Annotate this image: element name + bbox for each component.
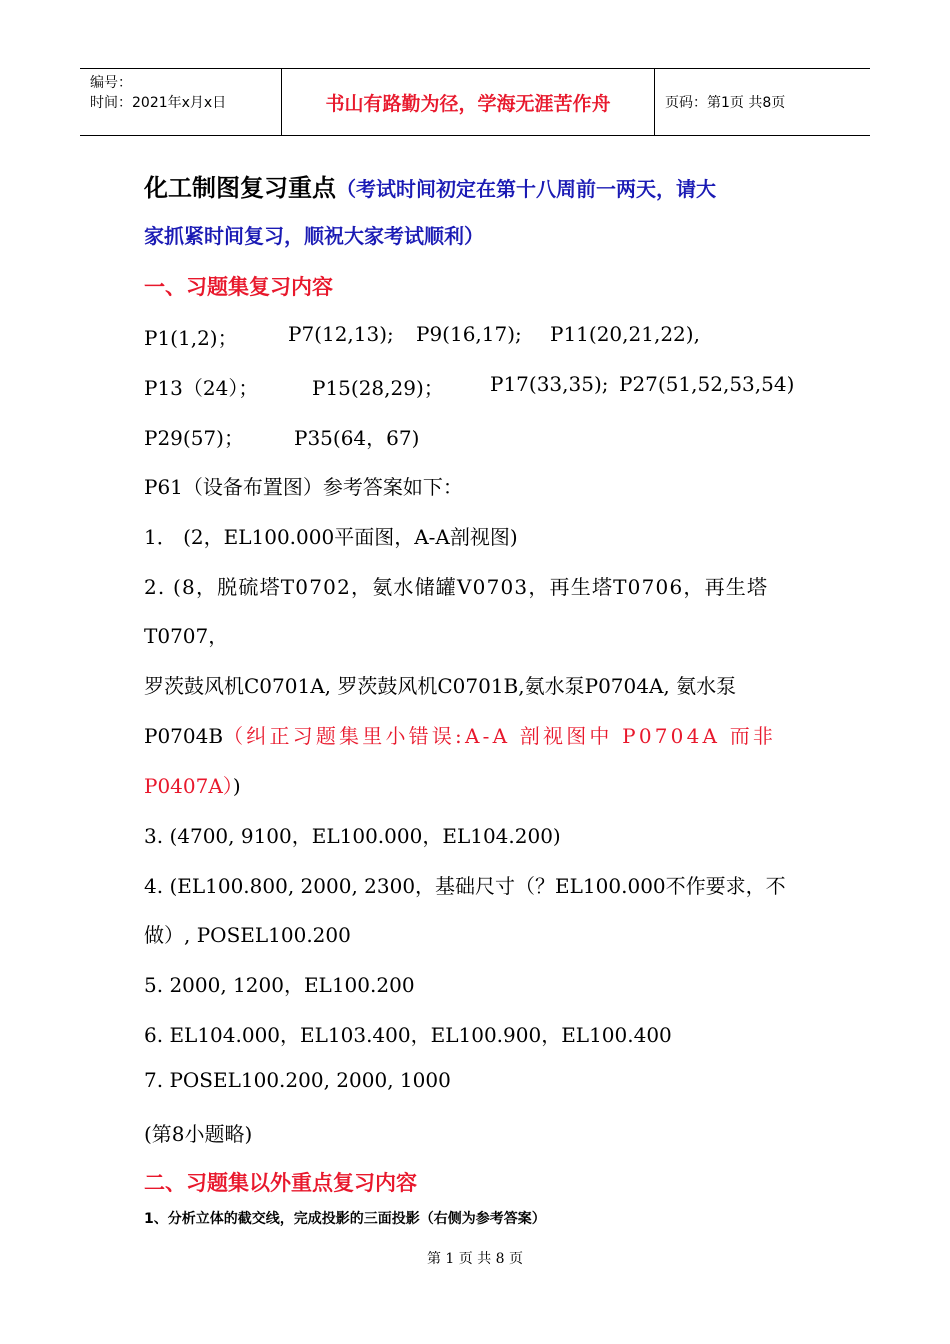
- answer-2-line1: [144, 571, 806, 600]
- answer-2-line3: 罗茨鼓风机C0701A, 罗茨鼓风机C0701B,氨水泵P0704A, 氨水泵: [144, 674, 737, 698]
- exercise-ref: P17(33,35);: [490, 372, 609, 396]
- correction-note: （纠正习题集里小错误:A-A 剖视图中 P0704A 而非: [223, 724, 777, 748]
- exercise-ref: P15(28,29)；: [312, 376, 444, 400]
- page-header: [80, 68, 870, 136]
- p61-intro: P61（设备布置图）参考答案如下：: [144, 475, 463, 499]
- answer-2-text: 2. (8，脱硫塔T0702，氨水储罐V0703，再生塔T0706，再生塔: [144, 575, 769, 599]
- exercise-ref: P11(20,21,22),: [550, 322, 700, 346]
- answer-3: 3. (4700, 9100，EL100.000，EL104.200): [144, 824, 561, 848]
- answer-6: 6. EL104.000，EL103.400，EL100.900，EL100.400: [144, 1023, 672, 1047]
- document-title: [144, 168, 716, 203]
- correction-note-end: P0407A）: [144, 774, 233, 798]
- answer-8: (第8小题略): [144, 1122, 253, 1146]
- title-main: 化工制图复习重点: [144, 174, 336, 202]
- header-divider: [654, 69, 655, 135]
- header-page-info: 页码：第1页 共8页: [665, 95, 786, 111]
- answer-2-line2: T0707，: [144, 624, 229, 648]
- exercise-ref: P29(57)；: [144, 426, 244, 450]
- header-motto: 书山有路勤为径，学海无涯苦作舟: [325, 92, 611, 115]
- title-note-continued: 家抓紧时间复习，顺祝大家考试顺利）: [144, 224, 484, 248]
- section2-item-1: 1、分析立体的截交线，完成投影的三面投影（右侧为参考答案）: [144, 1211, 546, 1227]
- exercise-ref: P1(1,2)；: [144, 326, 238, 350]
- answer-2-close: ): [232, 774, 241, 798]
- answer-4-line1: 4. (EL100.800, 2000, 2300，基础尺寸（？EL100.000不作要求，不: [144, 874, 786, 898]
- exercise-ref: P35(64，67): [294, 426, 420, 450]
- answer-2-line4: [144, 720, 776, 749]
- answer-2-part: P0704B: [144, 724, 224, 748]
- exercise-ref: P27(51,52,53,54): [619, 372, 795, 396]
- section2-heading: 二、习题集以外重点复习内容: [144, 1171, 417, 1195]
- section1-heading: 一、习题集复习内容: [144, 275, 333, 299]
- exercise-ref: P13（24）；: [144, 376, 259, 400]
- title-note: （考试时间初定在第十八周前一两天，请大: [336, 177, 716, 201]
- number-label: 编号：: [90, 75, 132, 91]
- answer-1: 1． (2，EL100.000平面图，A-A剖视图): [144, 525, 518, 549]
- page-footer: 第 1 页 共 8 页: [426, 1251, 524, 1267]
- header-meta: [80, 69, 281, 135]
- answer-7: 7. POSEL100.200, 2000, 1000: [144, 1068, 451, 1092]
- answer-2-line5: [144, 770, 241, 799]
- exercise-ref: P9(16,17);: [416, 322, 522, 346]
- exercise-ref: P7(12,13);: [288, 322, 394, 346]
- answer-4-line2: 做）, POSEL100.200: [144, 923, 351, 947]
- answer-5: 5. 2000, 1200，EL100.200: [144, 973, 415, 997]
- date-label: 时间：2021年x月x日: [90, 95, 227, 111]
